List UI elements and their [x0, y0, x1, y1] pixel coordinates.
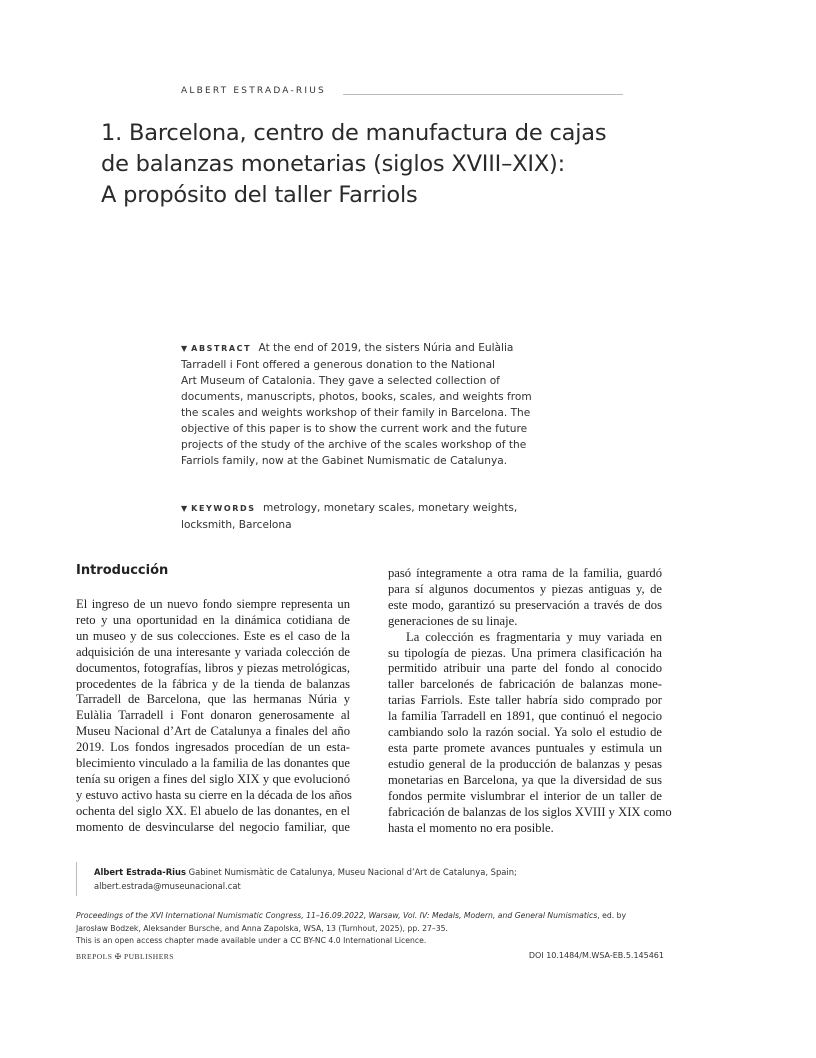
- body-line: hasta el momento no era posible.: [388, 820, 554, 835]
- body-line: estudio general de la producción de balanzas y pesas: [388, 756, 662, 771]
- body-line: Tarradell de Barcelona, que las hermanas Núria y: [76, 692, 350, 707]
- body-line: 2019. Los fondos ingresados procedían de un esta-: [76, 740, 350, 755]
- citation-footer: [76, 910, 664, 948]
- body-line: taller barcelonés de fabricación de balanzas mone-: [388, 677, 662, 692]
- chapter-title: [101, 118, 661, 211]
- body-line: reto y una oportunidad en la dinámica cotidiana de: [76, 612, 350, 627]
- title-line: A propósito del taller Farriols: [101, 182, 418, 208]
- publisher-logo: BREPOLS ✠ PUBLISHERS: [76, 952, 174, 961]
- body-line: Eulàlia Tarradell i Font donaron generosamente al: [76, 708, 350, 723]
- abstract-line: Farriols family, now at the Gabinet Numismatic de Catalunya.: [181, 455, 508, 467]
- doi: DOI 10.1484/M.WSA-EB.5.145461: [528, 951, 664, 960]
- body-line: para sí algunos documentos y piezas antiguas y, de: [388, 581, 662, 596]
- body-line: fabricación de balanzas de los siglos XVIII y XIX como: [388, 804, 672, 819]
- header-rule: [343, 94, 623, 95]
- body-line: fondos permite vislumbrar el interior de un taller de: [388, 788, 662, 803]
- body-line: La colección es fragmentaria y muy variada en: [406, 629, 662, 644]
- author-affiliation: [94, 865, 517, 893]
- body-line: pasó íntegramente a otra rama de la familia, guardó: [388, 566, 662, 580]
- body-line: su tipología de piezas. Una primera clasificación ha: [388, 645, 662, 660]
- body-line: tenía su origen a fines del siglo XIX y que evolucionó: [76, 771, 350, 786]
- author-name: Albert Estrada-Rius: [94, 867, 186, 877]
- proceedings-title: Proceedings of the XVI International Numismatic Congress, 11–16.09.2022, Warsaw, Vol. IV: Medals, Modern, and General Numismatics: [76, 911, 598, 920]
- body-line: momento de desvincularse del negocio familiar, que: [76, 819, 350, 834]
- keywords-line: metrology, monetary scales, monetary weights,: [262, 502, 518, 514]
- abstract-line: Tarradell i Font offered a generous donation to the National: [181, 359, 496, 371]
- body-line: procedentes de la fábrica y de la tienda de balanzas: [76, 676, 350, 691]
- body-line: adquisición de una interesante y variada colección de: [76, 644, 350, 659]
- abstract-line: At the end of 2019, the sisters Núria and Eulàlia: [258, 342, 514, 354]
- abstract-line: projects of the study of the archive of the scales workshop of the: [181, 439, 527, 451]
- abstract: [181, 340, 532, 469]
- body-line: ochenta del siglo XX. El abuelo de las donantes, en el: [76, 803, 350, 818]
- affiliation-rule: [76, 862, 77, 896]
- body-line: un museo y de sus colecciones. Este es el caso de la: [76, 628, 350, 643]
- triangle-icon: ▼: [181, 344, 188, 353]
- author-email: albert.estrada@museunacional.cat: [94, 881, 241, 891]
- keywords-label: KEYWORDS: [191, 504, 256, 513]
- body-column-left: [76, 597, 350, 836]
- body-line: permitido atribuir una parte del fondo al conocido: [388, 661, 662, 676]
- section-heading: Introducción: [76, 563, 169, 578]
- abstract-line: the scales and weights workshop of their family in Barcelona. The: [181, 407, 531, 419]
- abstract-line: objective of this paper is to show the current work and the future: [181, 423, 528, 435]
- body-line: generaciones de su linaje.: [388, 613, 518, 628]
- body-line: tarias Farriols. Este taller habría sido comprado por: [388, 693, 662, 708]
- body-line: blecimiento vinculado a la familia de las donantes que: [76, 756, 350, 771]
- body-line: El ingreso de un nuevo fondo siempre representa un: [76, 597, 350, 611]
- title-line: 1. Barcelona, centro de manufactura de cajas: [101, 120, 607, 146]
- citation-editors: Jarosław Bodzek, Aleksander Bursche, and Anna Zapolska, WSA, 13 (Turnhout, 2025), pp. 27–35.: [76, 923, 448, 933]
- affiliation-text: Gabinet Numismàtic de Catalunya, Museu Nacional d’Art de Catalunya, Spain;: [185, 867, 517, 877]
- body-line: monetarias en Barcelona, ya que la diversidad de sus: [388, 772, 662, 787]
- running-head: ALBERT ESTRADA-RIUS: [181, 86, 326, 96]
- body-column-right: [388, 566, 672, 836]
- body-line: cambiando solo la razón social. Ya solo el estudio de: [388, 725, 662, 740]
- body-line: este modo, garantizó su preservación a través de dos: [388, 597, 662, 612]
- license-note: This is an open access chapter made available under a CC BY-NC 4.0 International Licence.: [76, 936, 427, 945]
- keywords: [181, 500, 526, 533]
- body-line: esta parte promete avances puntuales y estimula un: [388, 740, 662, 755]
- abstract-line: Art Museum of Catalonia. They gave a selected collection of: [181, 375, 500, 387]
- body-line: documentos, fotografías, libros y piezas metrológicas,: [76, 660, 350, 675]
- triangle-icon: ▼: [181, 504, 188, 513]
- body-line: Museu Nacional d’Art de Catalunya a finales del año: [76, 724, 350, 739]
- body-line: la familia Tarradell en 1891, que continuó el negocio: [388, 709, 662, 724]
- abstract-line: documents, manuscripts, photos, books, scales, and weights from: [181, 391, 532, 403]
- body-line: y estuvo activo hasta su cierre en la década de los años: [76, 787, 352, 802]
- abstract-label: ABSTRACT: [191, 344, 252, 353]
- citation-text: , ed. by: [597, 911, 627, 920]
- title-line: de balanzas monetarias (siglos XVIII–XIX):: [101, 151, 565, 177]
- keywords-line: locksmith, Barcelona: [181, 519, 292, 531]
